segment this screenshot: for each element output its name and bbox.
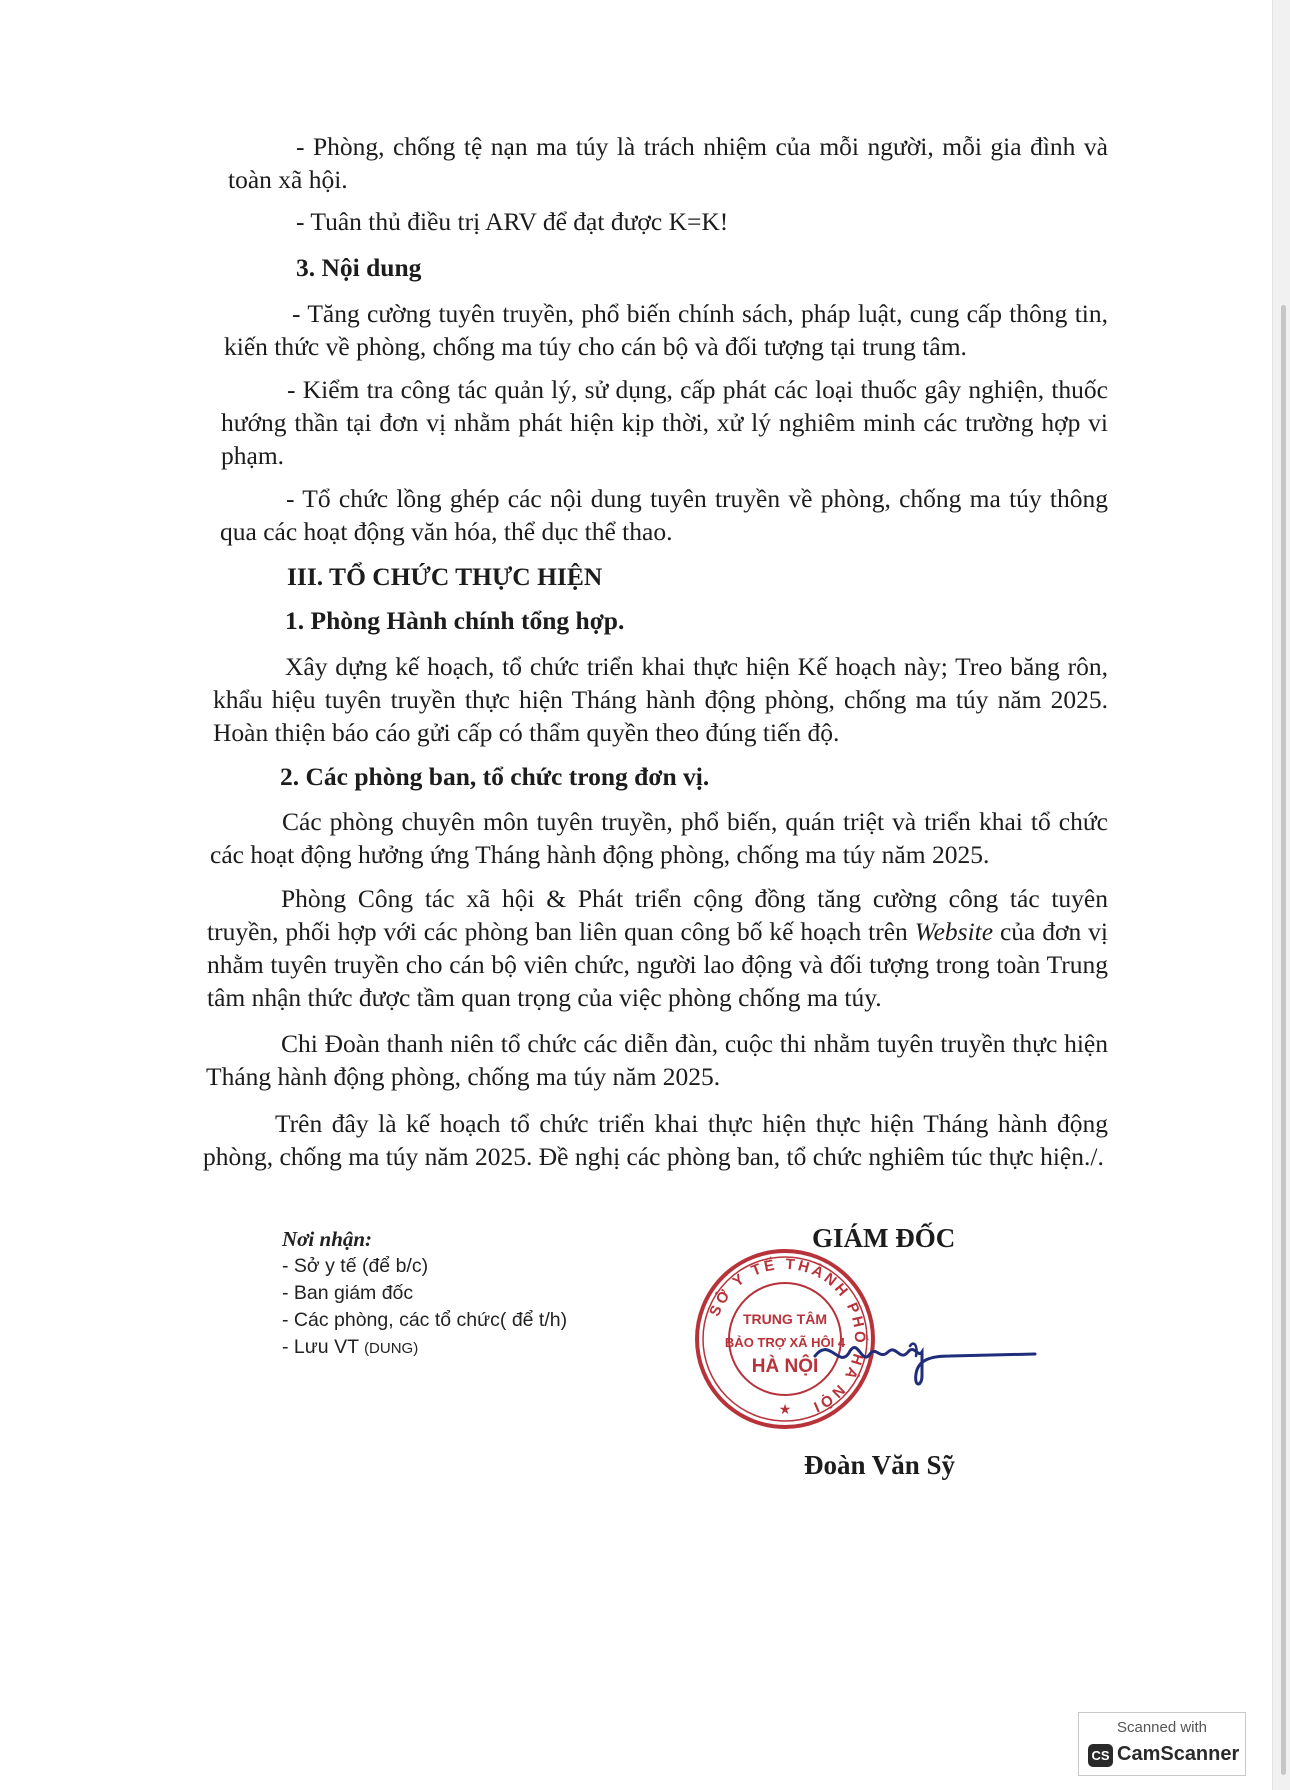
recipient-archive-note: (DUNG) — [364, 1340, 419, 1357]
seal-line-2: BẢO TRỢ XÃ HỘI 4 — [724, 1335, 846, 1350]
seal-star: ★ — [778, 1402, 792, 1418]
recipient-item: - Ban giám đốc — [282, 1282, 414, 1304]
signer-name: Đoàn Văn Sỹ — [804, 1450, 956, 1480]
heading-units: 2. Các phòng ban, tổ chức trong đơn vị. — [280, 762, 710, 791]
paragraph-drug-responsibility: - Phòng, chống tệ nạn ma túy là trách nhiệm của mỗi người, mỗi gia đình và toàn xã hội. — [228, 132, 1108, 194]
seal-line-3: HÀ NỘI — [751, 1356, 819, 1377]
paragraph-arv: - Tuân thủ điều trị ARV để đạt được K=K! — [296, 207, 729, 236]
recipients-list — [282, 1226, 567, 1362]
recipient-item: - Các phòng, các tổ chức( để t/h) — [282, 1309, 568, 1331]
heading-admin-office: 1. Phòng Hành chính tổng hợp. — [285, 606, 625, 635]
scanned-with-label: Scanned with — [1116, 1719, 1208, 1736]
paragraph-admin-tasks: Xây dựng kế hoạch, tổ chức triển khai thực hiện Kế hoạch này; Treo băng rôn, khẩu hiệu tuyên truyền thực hiện Tháng hành động phòng, chống ma túy năm 2025. Hoàn thiện báo cáo gửi cấp có thẩm quyền theo đúng tiến độ. — [213, 652, 1108, 747]
recipient-archive: - Lưu VT — [282, 1336, 365, 1358]
seal-ring-text: SỞ Y TẾ THÀNH PHỐ HÀ NỘI — [706, 1255, 869, 1417]
recipient-item — [282, 1334, 567, 1362]
text-social-work-b: của đơn vị nhằm tuyên truyền cho cán bộ viên chức, người lao động và đối tượng trong toàn Trung tâm nhận thức được tầm quan trọng của việc phòng chống ma túy. — [207, 917, 1108, 1012]
seal-line-1: TRUNG TÂM — [743, 1311, 827, 1327]
heading-content: 3. Nội dung — [296, 253, 422, 282]
handwritten-signature-icon — [810, 1316, 1040, 1392]
scrollbar-thumb[interactable] — [1281, 305, 1286, 1775]
signer-title: GIÁM ĐỐC — [812, 1223, 956, 1253]
camscanner-watermark — [1078, 1712, 1246, 1776]
recipients-title: Nơi nhận: — [282, 1227, 373, 1251]
paragraph-integration: - Tổ chức lồng ghép các nội dung tuyên truyền về phòng, chống ma túy thông qua các hoạt động văn hóa, thể dục thể thao. — [220, 484, 1108, 546]
paragraph-social-work — [207, 882, 1108, 1014]
heading-organization: III. TỔ CHỨC THỰC HIỆN — [287, 562, 603, 591]
text-website: Website — [914, 917, 994, 946]
paragraph-propaganda: - Tăng cường tuyên truyền, phổ biến chính sách, pháp luật, cung cấp thông tin, kiến thức về phòng, chống ma túy cho cán bộ và đối tượng tại trung tâm. — [224, 299, 1108, 361]
text-social-work-a: Phòng Công tác xã hội & Phát triển cộng đồng tăng cường công tác tuyên truyền, phối hợp với các phòng ban liên quan công bố kế hoạch trên — [207, 884, 1108, 946]
camscanner-brand: CamScanner — [1117, 1743, 1240, 1765]
paragraph-inspection: - Kiểm tra công tác quản lý, sử dụng, cấp phát các loại thuốc gây nghiện, thuốc hướng thần tại đơn vị nhằm phát hiện kịp thời, xử lý nghiêm minh các trường hợp vi phạm. — [221, 375, 1108, 470]
camscanner-logo-icon: CS — [1088, 1744, 1113, 1767]
paragraph-youth-union: Chi Đoàn thanh niên tổ chức các diễn đàn, cuộc thi nhằm tuyên truyền thực hiện Tháng hành động phòng, chống ma túy năm 2025. — [206, 1029, 1108, 1091]
recipient-item: - Sở y tế (để b/c) — [282, 1255, 429, 1277]
paragraph-conclusion: Trên đây là kế hoạch tổ chức triển khai thực hiện thực hiện Tháng hành động phòng, chống ma túy năm 2025. Đề nghị các phòng ban, tổ chức nghiêm túc thực hiện./. — [203, 1109, 1108, 1171]
paragraph-departments: Các phòng chuyên môn tuyên truyền, phổ biến, quán triệt và triển khai tổ chức các hoạt động hưởng ứng Tháng hành động phòng, chống ma túy năm 2025. — [210, 807, 1108, 869]
